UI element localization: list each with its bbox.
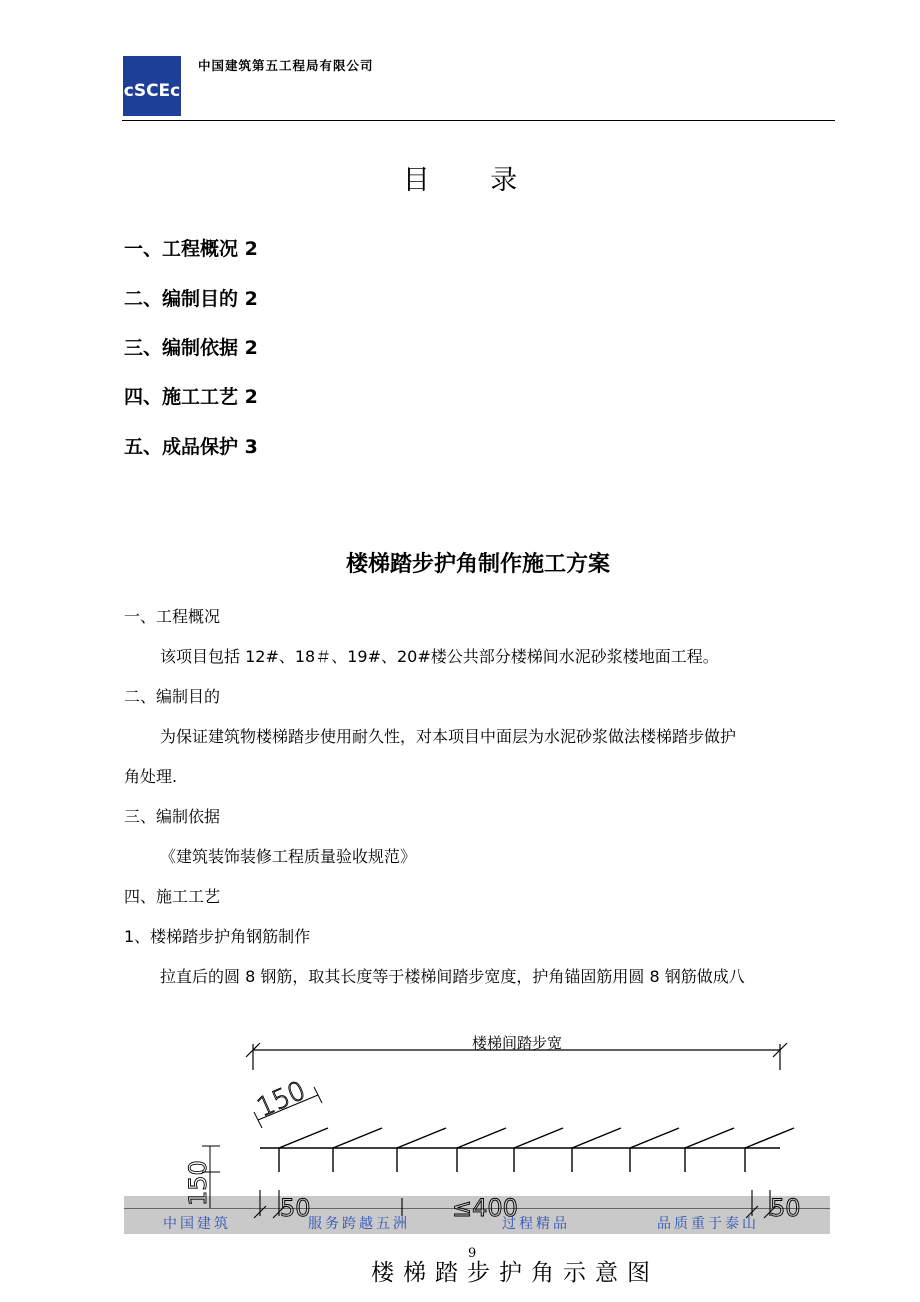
section-heading-purpose: 二、编制目的 [124,687,221,706]
section-body-overview: 该项目包括 12#、18＃、19#、20#楼公共部分楼梯间水泥砂浆楼地面工程。 [160,647,719,666]
svg-text:cSCEc: cSCEc [123,81,181,101]
footer-slogan: 中国建筑 [163,1216,231,1232]
vertical-dimension-label: 150 [184,1160,212,1206]
toc-item[interactable]: 四、施工工艺 2 [124,386,258,408]
header-divider [122,120,835,121]
top-dimension-label: 楼梯间踏步宽 [471,1034,563,1052]
left-dimension-label: 50 [280,1194,311,1222]
right-dimension-label: 50 [770,1194,801,1222]
cscec-logo-icon [123,56,181,116]
footer-slogan: 服务跨越五洲 [308,1216,410,1232]
anchor-rebars [279,1128,794,1172]
diagonal-dimension-label: 150 [252,1075,311,1124]
diagram-caption: 楼梯踏步护角示意图 [371,1260,659,1286]
toc-item[interactable]: 三、编制依据 2 [124,337,258,359]
section-body-rebar: 拉直后的圆 8 钢筋，取其长度等于楼梯间踏步宽度，护角锚固筋用圆 8 钢筋做成八 [160,967,745,986]
middle-dimension-label: ≤400 [452,1194,518,1222]
toc-item[interactable]: 二、编制目的 2 [124,288,258,310]
company-logo [123,56,181,116]
toc-title: 目 录 [402,165,544,196]
footer-slogan: 品质重于泰山 [657,1216,759,1232]
section-heading-overview: 一、工程概况 [124,607,221,626]
section-body-purpose-line1: 为保证建筑物楼梯踏步使用耐久性，对本项目中面层为水泥砂浆做法楼梯踏步做护 [160,727,737,746]
section-heading-basis: 三、编制依据 [124,807,221,826]
section-body-purpose-line2: 角处理. [124,767,178,786]
footer-slogan: 过程精品 [502,1216,570,1232]
toc-item[interactable]: 五、成品保护 3 [124,436,258,458]
toc-item[interactable]: 一、工程概况 2 [124,238,258,260]
company-name: 中国建筑第五工程局有限公司 [198,58,374,73]
section-heading-process: 四、施工工艺 [124,887,221,906]
document-title: 楼梯踏步护角制作施工方案 [345,552,610,577]
subsection-heading-rebar: 1、楼梯踏步护角钢筋制作 [124,927,311,946]
section-body-basis: 《建筑装饰装修工程质量验收规范》 [160,847,417,866]
stair-nosing-diagram [150,1020,850,1250]
page-number: 9 [468,1246,477,1261]
